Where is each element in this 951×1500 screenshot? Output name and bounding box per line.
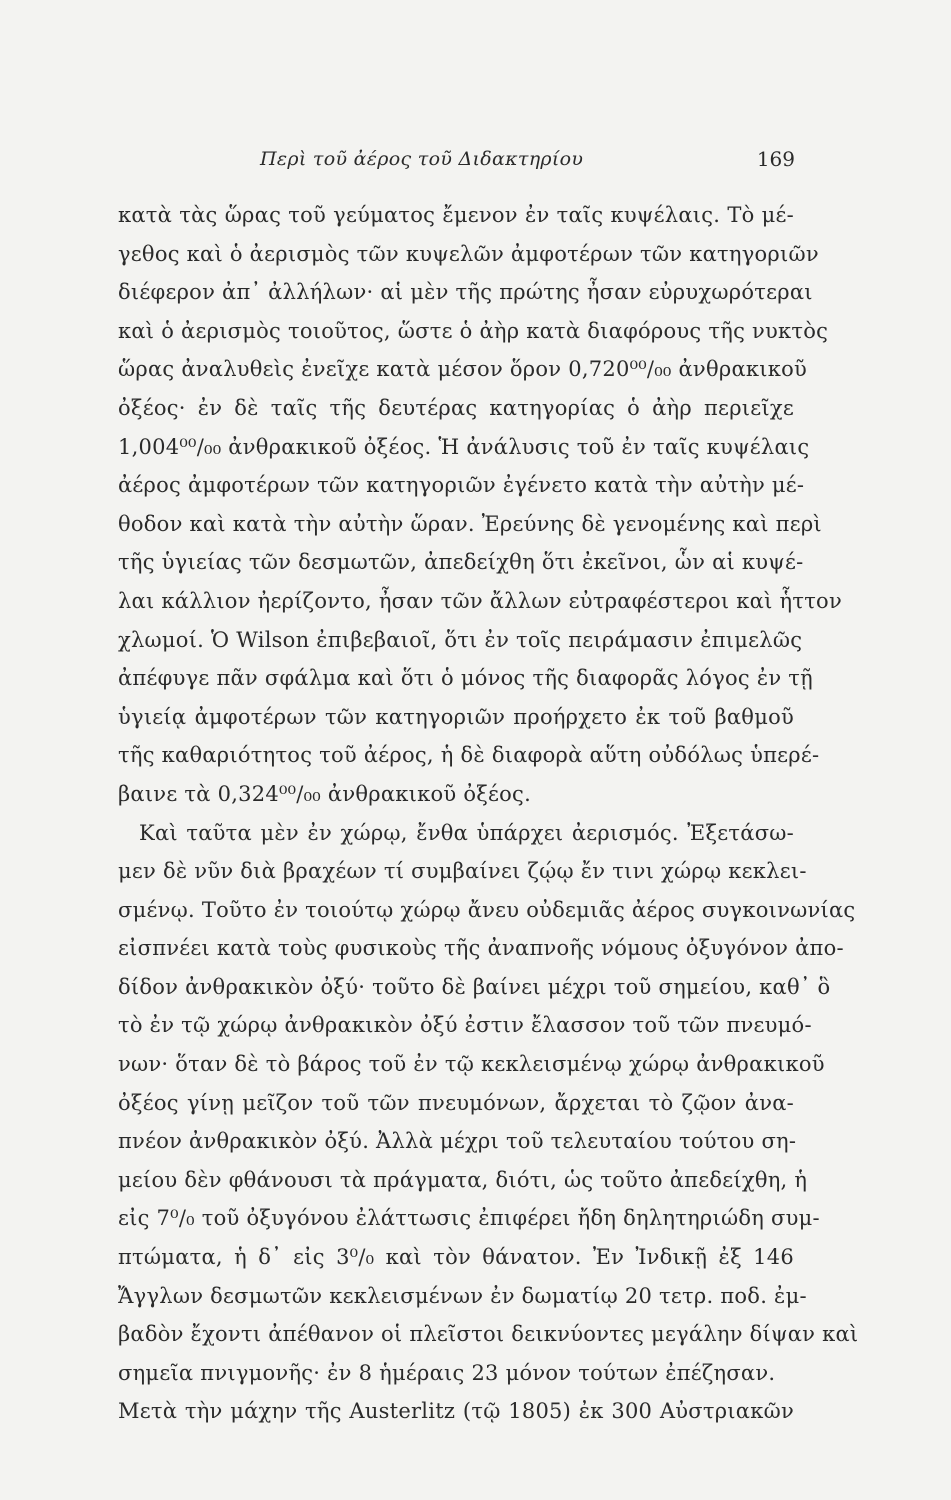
text-line: ὥρας ἀναλυθεὶς ἐνεῖχε κατὰ μέσον ὅρον 0,720⁰⁰/₀₀ ἀνθρακικοῦ xyxy=(118,357,808,382)
text-line: 1,004⁰⁰/₀₀ ἀνθρακικοῦ ὀξέος. Ἡ ἀνάλυσις τοῦ ἐν ταῖς κυψέλαις xyxy=(118,434,810,459)
paragraph-end-line: σημεῖα πνιγμονῆς· ἐν 8 ἡμέραις 23 μόνον τούτων ἐπέζησαν. xyxy=(118,1360,776,1385)
text-line: θοδον καὶ κατὰ τὴν αὐτὴν ὥραν. Ἐρεύνης δὲ γενομένης καὶ περὶ xyxy=(118,511,822,536)
text-line: νων· ὅταν δὲ τὸ βάρος τοῦ ἐν τῷ κεκλεισμένῳ χώρῳ ἀνθρακικοῦ xyxy=(118,1052,825,1077)
text-line: ὀξέος γίνῃ μεῖζον τοῦ τῶν πνευμόνων, ἄρχεται τὸ ζῷον ἀνα- xyxy=(118,1090,794,1115)
text-line: Ἄγγλων δεσμωτῶν κεκλεισμένων ἐν δωματίῳ 20 τετρ. ποδ. ἐμ- xyxy=(118,1283,807,1308)
text-line: διέφερον ἀπ᾽ ἀλλήλων· αἱ μὲν τῆς πρώτης ἦσαν εὐρυχωρότεραι xyxy=(118,280,813,305)
page-number: 169 xyxy=(756,147,795,171)
text-line: μεν δὲ νῦν διὰ βραχέων τί συμβαίνει ζῴῳ ἔν τινι χώρῳ κεκλει- xyxy=(118,859,807,884)
text-line: χλωμοί. Ὁ Wilson ἐπιβεβαιοῖ, ὅτι ἐν τοῖς πειράμασιν ἐπιμελῶς xyxy=(118,627,803,652)
text-line: Μετὰ τὴν μάχην τῆς Austerlitz (τῷ 1805) ἐκ 300 Αὐστριακῶν xyxy=(118,1399,794,1424)
text-line: ἀπέφυγε πᾶν σφάλμα καὶ ὅτι ὁ μόνος τῆς διαφορᾶς λόγος ἐν τῇ xyxy=(118,666,813,691)
text-line: τὸ ἐν τῷ χώρῳ ἀνθρακικὸν ὀξύ ἐστιν ἔλασσον τοῦ τῶν πνευμό- xyxy=(118,1013,812,1038)
text-line: καὶ ὁ ἀερισμὸς τοιοῦτος, ὥστε ὁ ἀὴρ κατὰ διαφόρους τῆς νυκτὸς xyxy=(118,318,829,343)
body-text xyxy=(118,196,859,1431)
text-line: λαι κάλλιον ἠερίζοντο, ἦσαν τῶν ἄλλων εὐτραφέστεροι καὶ ἧττον xyxy=(118,588,842,613)
text-line: δίδον ἀνθρακικὸν ὀξύ· τοῦτο δὲ βαίνει μέχρι τοῦ σημείου, καθ᾽ ὃ xyxy=(118,974,831,999)
paragraph-start-line: Καὶ ταῦτα μὲν ἐν χώρῳ, ἔνθα ὑπάρχει ἀερισμός. Ἐξετάσω- xyxy=(139,820,794,845)
text-line: τῆς ὑγιείας τῶν δεσμωτῶν, ἀπεδείχθη ὅτι ἐκεῖνοι, ὧν αἱ κυψέ- xyxy=(118,550,804,575)
text-line: εἰσπνέει κατὰ τοὺς φυσικοὺς τῆς ἀναπνοῆς νόμους ὀξυγόνον ἀπο- xyxy=(118,936,844,961)
running-head: Περὶ τοῦ ἀέρος τοῦ Διδακτηρίου xyxy=(260,148,584,170)
text-line: κατὰ τὰς ὥρας τοῦ γεύματος ἔμενον ἐν ταῖς κυψέλαις. Τὸ μέ- xyxy=(118,203,794,227)
paragraph-end-line: βαινε τὰ 0,324⁰⁰/₀₀ ἀνθρακικοῦ ὀξέος. xyxy=(118,781,531,806)
text-line: ἀέρος ἀμφοτέρων τῶν κατηγοριῶν ἐγένετο κατὰ τὴν αὐτὴν μέ- xyxy=(118,473,805,498)
text-line: μείου δὲν φθάνουσι τὰ πράγματα, διότι, ὡς τοῦτο ἀπεδείχθη, ἡ xyxy=(118,1167,808,1192)
text-line: ὑγιείᾳ ἀμφοτέρων τῶν κατηγοριῶν προήρχετο ἐκ τοῦ βαθμοῦ xyxy=(118,704,794,729)
text-line: πτώματα, ἡ δ᾽ εἰς 3⁰/₀ καὶ τὸν θάνατον. Ἐν Ἰνδικῇ ἐξ 146 xyxy=(118,1245,794,1270)
text-line: γεθος καὶ ὁ ἀερισμὸς τῶν κυψελῶν ἀμφοτέρων τῶν κατηγοριῶν xyxy=(118,241,819,266)
text-line: ὀξέος· ἐν δὲ ταῖς τῆς δευτέρας κατηγορίας ὁ ἀὴρ περιεῖχε xyxy=(118,395,794,420)
text-line: πνέον ἀνθρακικὸν ὀξύ. Ἀλλὰ μέχρι τοῦ τελευταίου τούτου ση- xyxy=(118,1129,797,1154)
text-line: τῆς καθαριότητος τοῦ ἀέρος, ἡ δὲ διαφορὰ αὕτη οὐδόλως ὑπερέ- xyxy=(118,743,820,768)
text-line: βαδὸν ἔχοντι ἀπέθανον οἱ πλεῖστοι δεικνύοντες μεγάλην δίψαν καὶ xyxy=(118,1322,859,1347)
text-line: εἰς 7⁰/₀ τοῦ ὀξυγόνου ἐλάττωσις ἐπιφέρει ἤδη δηλητηριώδη συμ- xyxy=(118,1206,820,1231)
text-line: σμένῳ. Τοῦτο ἐν τοιούτῳ χώρῳ ἄνευ οὐδεμιᾶς ἀέρος συγκοινωνίας xyxy=(118,897,856,922)
